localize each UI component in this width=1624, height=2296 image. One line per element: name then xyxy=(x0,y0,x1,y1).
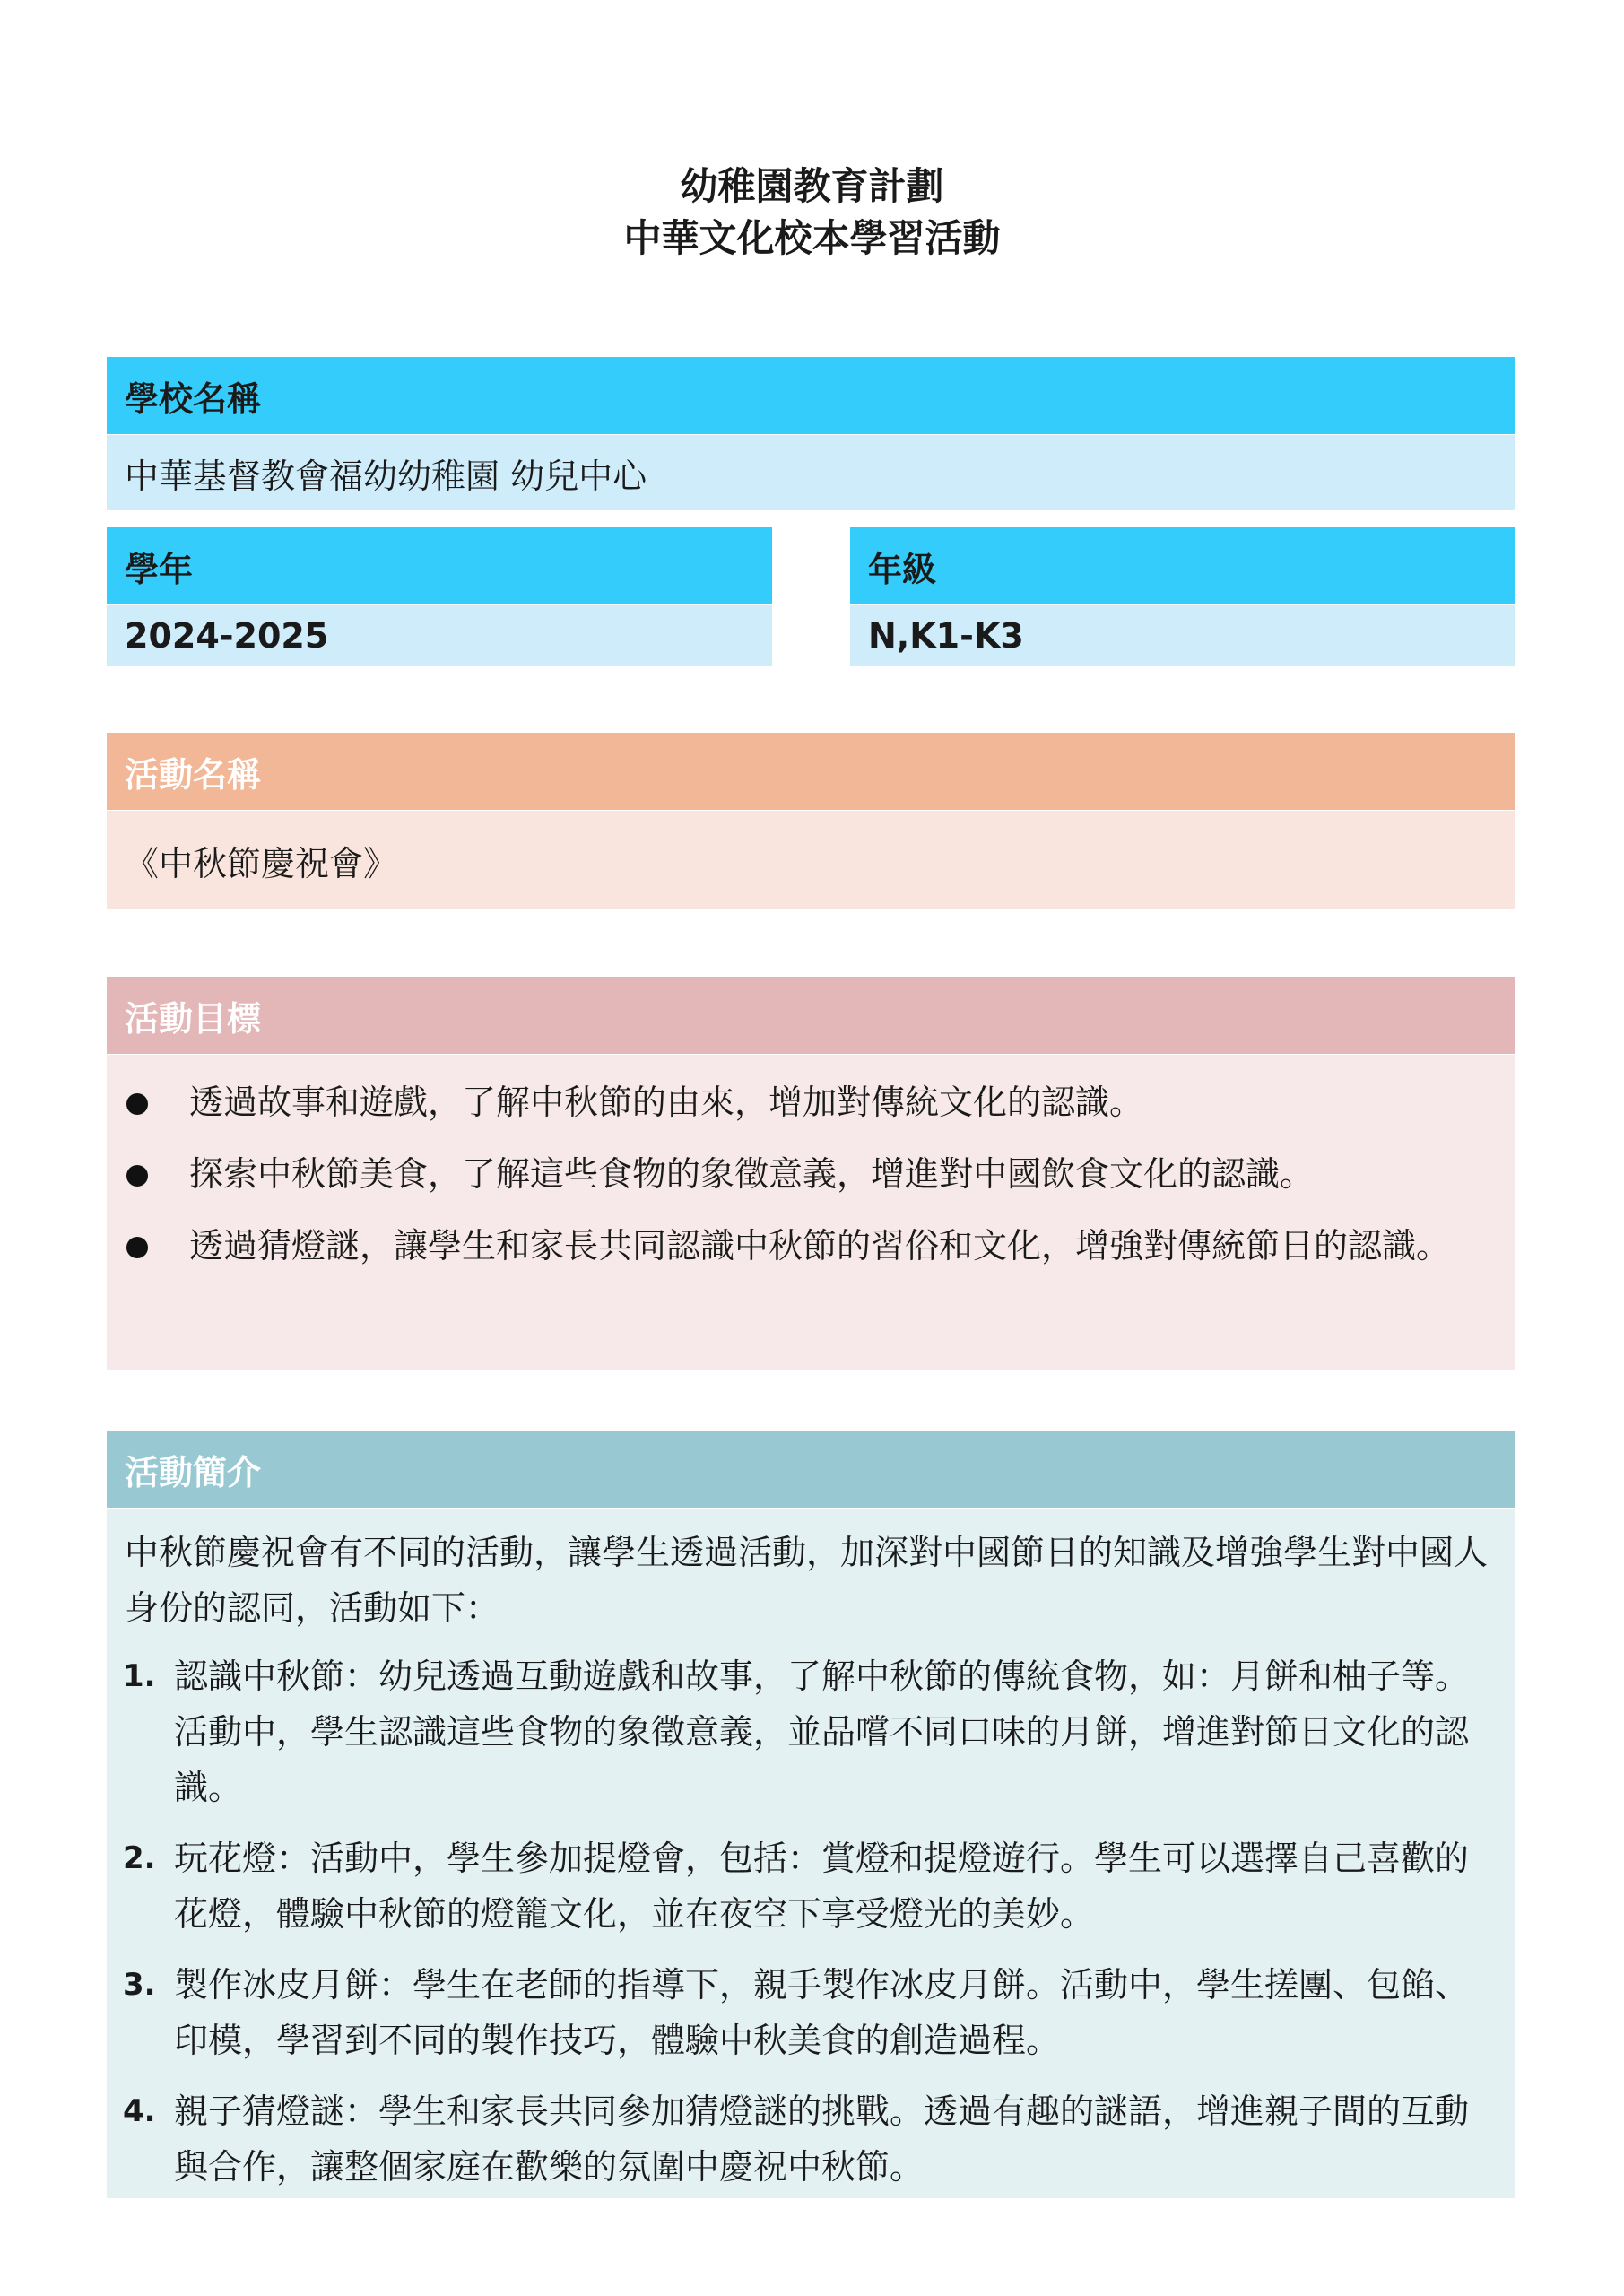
list-item xyxy=(107,1218,1498,1274)
activity-intro-body xyxy=(107,1509,1515,2198)
intro-paragraph: 中秋節慶祝會有不同的活動，讓學生透過活動，加深對中國節日的知識及增強學生對中國人身份的認同，活動如下： xyxy=(125,1533,1489,1628)
objective-text: 探索中秋節美食，了解這些食物的象徵意義，增進對中國飲食文化的認識。 xyxy=(189,1154,1315,1194)
grade-section xyxy=(850,527,1515,666)
school-name-label: 學校名稱 xyxy=(107,357,1515,434)
school-year-label: 學年 xyxy=(107,527,772,604)
objectives-list xyxy=(107,1055,1515,1274)
school-year-value: 2024-2025 xyxy=(107,605,772,666)
intro-activity-list xyxy=(107,1648,1515,2195)
list-item xyxy=(107,1648,1499,1815)
list-item xyxy=(107,1957,1499,2068)
objective-text: 透過故事和遊戲，了解中秋節的由來，增加對傳統文化的認識。 xyxy=(189,1083,1144,1122)
document-title-line2: 中華文化校本學習活動 xyxy=(623,216,1001,260)
list-number: 3. xyxy=(123,1967,156,2003)
bullet-icon xyxy=(126,1093,148,1115)
list-item xyxy=(107,1831,1499,1942)
activity-name-value: 《中秋節慶祝會》 xyxy=(107,811,1515,909)
activity-objectives-label: 活動目標 xyxy=(107,977,1515,1054)
activity-intro-section xyxy=(107,1431,1515,2198)
objective-text: 透過猜燈謎，讓學生和家長共同認識中秋節的習俗和文化，增強對傳統節日的認識。 xyxy=(189,1226,1451,1265)
activity-item-text: 製作冰皮月餅：學生在老師的指導下，親手製作冰皮月餅。活動中，學生搓團、包餡、印模，學習到不同的製作技巧，體驗中秋美食的創造過程。 xyxy=(174,1965,1470,2060)
school-name-section xyxy=(107,357,1515,510)
activity-intro-label: 活動簡介 xyxy=(107,1431,1515,1508)
bullet-icon xyxy=(126,1237,148,1258)
bullet-icon xyxy=(126,1165,148,1187)
activity-objectives-body xyxy=(107,1055,1515,1370)
activity-name-section xyxy=(107,733,1515,909)
grade-value: N,K1-K3 xyxy=(850,605,1515,666)
list-number: 2. xyxy=(123,1840,156,1876)
list-number: 4. xyxy=(123,2093,156,2129)
school-name-value: 中華基督教會福幼幼稚園 幼兒中心 xyxy=(107,435,1515,510)
list-item xyxy=(107,1146,1498,1202)
activity-item-text: 親子猜燈謎：學生和家長共同參加猜燈謎的挑戰。透過有趣的謎語，增進親子間的互動與合作，讓整個家庭在歡樂的氛圍中慶祝中秋節。 xyxy=(174,2092,1470,2187)
school-year-section xyxy=(107,527,772,666)
grade-label: 年級 xyxy=(850,527,1515,604)
activity-item-text: 認識中秋節：幼兒透過互動遊戲和故事，了解中秋節的傳統食物，如：月餅和柚子等。活動中，學生認識這些食物的象徵意義，並品嚐不同口味的月餅，增進對節日文化的認識。 xyxy=(174,1657,1470,1807)
list-item xyxy=(107,2083,1499,2195)
activity-objectives-section xyxy=(107,977,1515,1370)
activity-name-label: 活動名稱 xyxy=(107,733,1515,810)
activity-item-text: 玩花燈：活動中，學生參加提燈會，包括：賞燈和提燈遊行。學生可以選擇自己喜歡的花燈，體驗中秋節的燈籠文化，並在夜空下享受燈光的美妙。 xyxy=(174,1839,1470,1934)
document-title-line1: 幼稚園教育計劃 xyxy=(680,164,944,208)
list-number: 1. xyxy=(123,1658,156,1694)
list-item xyxy=(107,1074,1498,1130)
